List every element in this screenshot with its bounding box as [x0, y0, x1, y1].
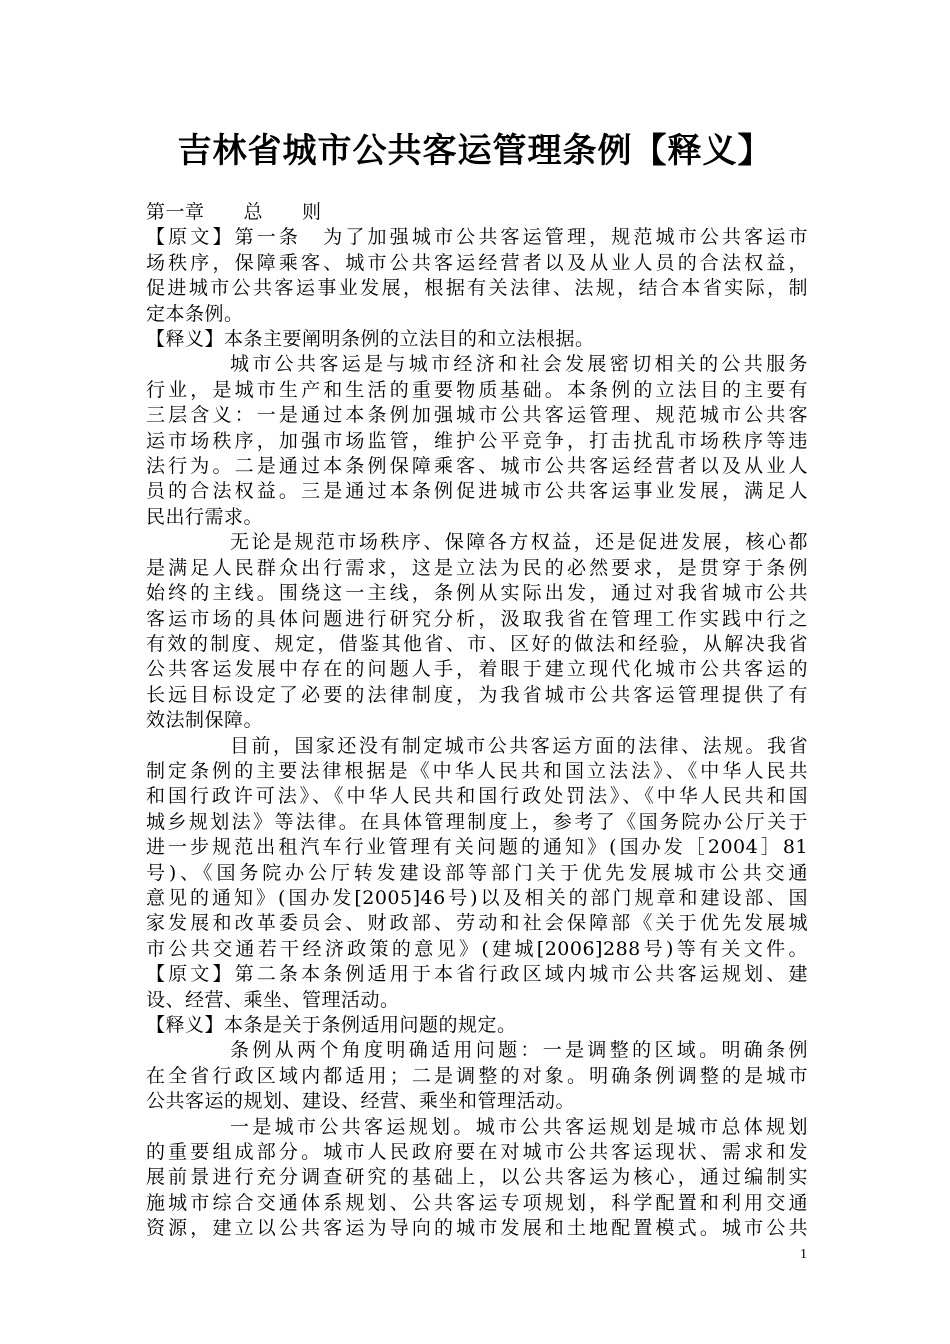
text-line: 条例从两个角度明确适用问题：一是调整的区域。明确条例 — [230, 1039, 808, 1062]
text-line: 市公共交通若干经济政策的意见》(建城[2006]288号)等有关文件。 — [146, 937, 808, 960]
text-line: 【释义】本条是关于条例适用问题的规定。 — [146, 1014, 517, 1036]
text-line: 效法制保障。 — [146, 709, 264, 732]
text-line: 是满足人民群众出行需求，这是立法为民的必然要求，是贯穿于条例 — [146, 556, 808, 579]
text-line: 【原文】第二条本条例适用于本省行政区域内城市公共客运规划、建 — [146, 963, 808, 986]
text-line: 员的合法权益。三是通过本条例促进城市公共客运事业发展，满足人 — [146, 480, 808, 503]
text-line: 客运市场的具体问题进行研究分析，汲取我省在管理工作实践中行之 — [146, 607, 808, 630]
text-line: 民出行需求。 — [146, 505, 264, 528]
text-line: 一是城市公共客运规划。城市公共客运规划是城市总体规划 — [230, 1115, 808, 1138]
text-line: 设、经营、乘坐、管理活动。 — [146, 988, 400, 1011]
text-line: 【原文】第一条 为了加强城市公共客运管理，规范城市公共客运市 — [146, 226, 808, 249]
text-line: 促进城市公共客运事业发展，根据有关法律、法规，结合本省实际，制 — [146, 277, 808, 300]
text-line: 和国行政许可法》、《中华人民共和国行政处罚法》、《中华人民共和国 — [146, 785, 808, 808]
text-line: 制定条例的主要法律根据是《中华人民共和国立法法》、《中华人民共 — [146, 759, 808, 782]
text-line: 意见的通知》(国办发[2005]46号)以及相关的部门规章和建设部、国 — [146, 886, 808, 909]
text-line: 资源，建立以公共客运为导向的城市发展和土地配置模式。城市公共 — [146, 1217, 808, 1240]
text-line: 运市场秩序，加强市场监管，维护公平竞争，打击扰乱市场秩序等违 — [146, 429, 808, 452]
text-line: 号)、《国务院办公厅转发建设部等部门关于优先发展城市公共交通 — [146, 861, 808, 884]
text-line: 公共客运发展中存在的问题人手，着眼于建立现代化城市公共客运的 — [146, 658, 808, 681]
text-line: 施城市综合交通体系规划、公共客运专项规划，科学配置和利用交通 — [146, 1191, 808, 1214]
text-line: 场秩序，保障乘客、城市公共客运经营者以及从业人员的合法权益， — [146, 251, 808, 274]
text-line: 公共客运的规划、建设、经营、乘坐和管理活动。 — [146, 1090, 576, 1113]
page-number: 1 — [800, 1247, 807, 1262]
text-line: 【释义】本条主要阐明条例的立法目的和立法根据。 — [146, 328, 595, 351]
text-line: 无论是规范市场秩序、保障各方权益，还是促进发展，核心都 — [230, 531, 808, 554]
text-line: 进一步规范出租汽车行业管理有关问题的通知》(国办发［2004］81 — [146, 836, 808, 859]
text-line: 行业，是城市生产和生活的重要物质基础。本条例的立法目的主要有 — [146, 378, 808, 401]
text-line: 家发展和改革委员会、财政部、劳动和社会保障部《关于优先发展城 — [146, 912, 808, 935]
text-line: 城市公共客运是与城市经济和社会发展密切相关的公共服务 — [230, 353, 808, 376]
text-line: 长远目标设定了必要的法律制度，为我省城市公共客运管理提供了有 — [146, 683, 808, 706]
text-line: 定本条例。 — [146, 302, 244, 325]
text-line: 在全省行政区域内都适用；二是调整的对象。明确条例调整的是城市 — [146, 1064, 808, 1087]
text-line: 三层含义：一是通过本条例加强城市公共客运管理、规范城市公共客 — [146, 404, 808, 427]
text-line: 的重要组成部分。城市人民政府要在对城市公共客运现状、需求和发 — [146, 1141, 808, 1164]
text-line: 第一章 总 则 — [146, 201, 322, 223]
text-line: 始终的主线。围绕这一主线，条例从实际出发，通过对我省城市公共 — [146, 582, 808, 605]
text-line: 展前景进行充分调查研究的基础上，以公共客运为核心，通过编制实 — [146, 1166, 808, 1189]
text-line: 城乡规划法》等法律。在具体管理制度上，参考了《国务院办公厅关于 — [146, 810, 808, 833]
text-line: 法行为。二是通过本条例保障乘客、城市公共客运经营者以及从业人 — [146, 455, 808, 478]
text-line: 有效的制度、规定，借鉴其他省、市、区好的做法和经验，从解决我省 — [146, 632, 808, 655]
text-line: 目前，国家还没有制定城市公共客运方面的法律、法规。我省 — [230, 734, 808, 757]
document-title: 吉林省城市公共客运管理条例【释义】 — [177, 131, 773, 171]
document-body — [146, 200, 808, 1242]
